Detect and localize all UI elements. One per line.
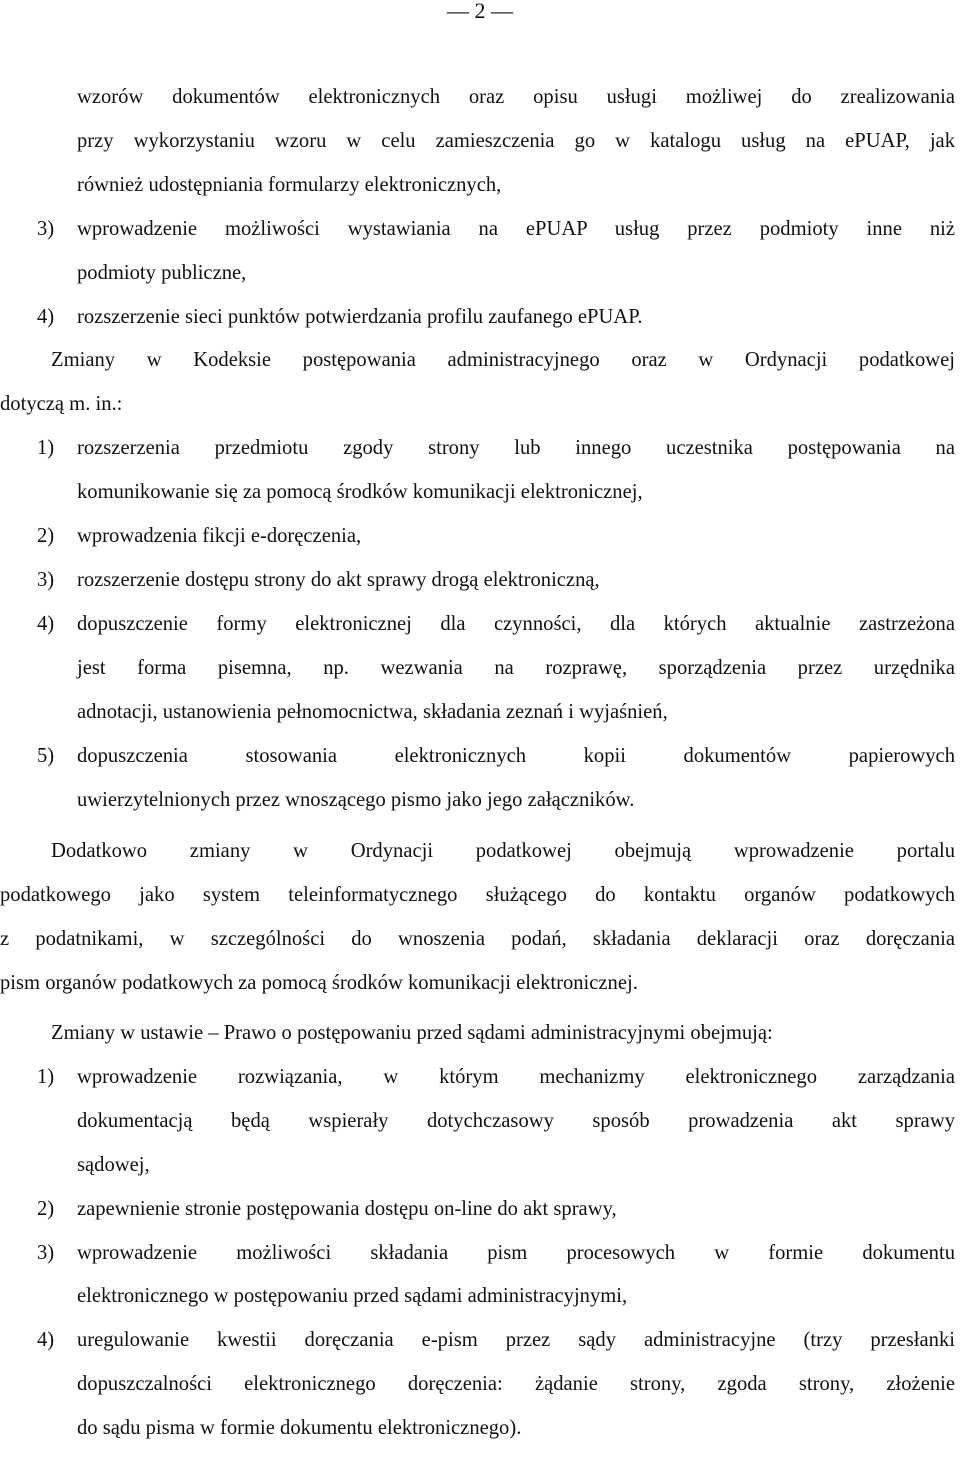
list-number: 1) bbox=[37, 1065, 55, 1088]
text-line: wzorów dokumentów elektronicznych oraz opisu usługi możliwej do zrealizowania bbox=[77, 86, 955, 108]
list-text: rozszerzenie sieci punktów potwierdzania profilu zaufanego ePUAP. bbox=[77, 305, 643, 328]
text-line: również udostępniania formularzy elektronicznych, bbox=[77, 173, 502, 196]
text-line: przy wykorzystaniu wzoru w celu zamieszczenia go w katalogu usług na ePUAP, jak bbox=[77, 129, 955, 152]
list-item bbox=[0, 1188, 955, 1232]
document-body bbox=[0, 76, 955, 1451]
paragraph-line: Dodatkowo zmiany w Ordynacji podatkowej obejmują wprowadzenie portalu bbox=[51, 840, 955, 863]
paragraph-line: podatkowego jako system teleinformatycznego służącego do kontaktu organów podatkowych bbox=[0, 884, 955, 907]
list-number: 3) bbox=[37, 217, 55, 240]
list-text: zapewnienie stronie postępowania dostępu on-line do akt sprawy, bbox=[77, 1197, 617, 1220]
list-text: rozszerzenie dostępu strony do akt sprawy drogą elektroniczną, bbox=[77, 568, 600, 591]
list-text: wprowadzenie możliwości składania pism procesowych w formie dokumentu bbox=[77, 1241, 955, 1264]
text-line: sądowej, bbox=[77, 1153, 150, 1176]
page-number-value: 2 bbox=[474, 0, 486, 23]
text-line: dopuszczalności elektronicznego doręczenia: żądanie strony, zgoda strony, złożenie bbox=[77, 1373, 955, 1396]
list-text: wprowadzenia fikcji e-doręczenia, bbox=[77, 525, 362, 548]
list-text: dopuszczenia stosowania elektronicznych kopii dokumentów papierowych bbox=[77, 744, 955, 767]
paragraph-line: dotyczą m. in.: bbox=[0, 393, 123, 416]
list-item bbox=[0, 427, 955, 471]
list-text: uregulowanie kwestii doręczania e-pism przez sądy administracyjne (trzy przesłanki bbox=[77, 1329, 955, 1352]
list-number: 2) bbox=[37, 525, 55, 548]
list-item bbox=[0, 603, 955, 647]
list-number: 4) bbox=[37, 1329, 55, 1352]
paragraph-line: pism organów podatkowych za pomocą środków komunikacji elektronicznej. bbox=[0, 972, 638, 995]
list-item bbox=[0, 735, 955, 779]
list-number: 5) bbox=[37, 744, 55, 767]
list-item bbox=[0, 208, 955, 252]
text-line: jest forma pisemna, np. wezwania na rozprawę, sporządzenia przez urzędnika bbox=[77, 656, 955, 679]
list-item bbox=[0, 1232, 955, 1276]
paragraph-line: Zmiany w ustawie – Prawo o postępowaniu przed sądami administracyjnymi obejmują: bbox=[51, 1022, 773, 1045]
paragraph-line: z podatnikami, w szczególności do wnoszenia podań, składania deklaracji oraz doręczania bbox=[0, 928, 955, 951]
list-item bbox=[0, 1056, 955, 1100]
list-number: 3) bbox=[37, 568, 55, 591]
list-item bbox=[0, 1319, 955, 1363]
list-item bbox=[0, 296, 955, 340]
list-number: 4) bbox=[37, 612, 55, 635]
list-text: dopuszczenie formy elektronicznej dla czynności, dla których aktualnie zastrzeżona bbox=[77, 612, 955, 635]
list-text: wprowadzenie rozwiązania, w którym mechanizmy elektronicznego zarządzania bbox=[77, 1065, 955, 1088]
text-line: dokumentacją będą wspierały dotychczasowy sposób prowadzenia akt sprawy bbox=[77, 1109, 955, 1132]
list-number: 4) bbox=[37, 305, 55, 328]
spacer bbox=[0, 822, 955, 830]
text-line: adnotacji, ustanowienia pełnomocnictwa, składania zeznań i wyjaśnień, bbox=[77, 700, 668, 723]
list-item bbox=[0, 559, 955, 603]
text-line: uwierzytelnionych przez wnoszącego pismo jako jego załączników. bbox=[77, 788, 635, 811]
text-line: do sądu pisma w formie dokumentu elektronicznego). bbox=[77, 1417, 522, 1440]
text-line: komunikowanie się za pomocą środków komunikacji elektronicznej, bbox=[77, 481, 643, 504]
paragraph-line: Zmiany w Kodeksie postępowania administracyjnego oraz w Ordynacji podatkowej bbox=[51, 349, 955, 372]
text-line: podmioty publiczne, bbox=[77, 261, 247, 284]
list-item bbox=[0, 515, 955, 559]
list-number: 1) bbox=[37, 437, 55, 460]
list-text: wprowadzenie możliwości wystawiania na ePUAP usług przez podmioty inne niż bbox=[77, 217, 955, 240]
page-number: — 2 — bbox=[447, 0, 513, 23]
text-line: elektronicznego w postępowaniu przed sądami administracyjnymi, bbox=[77, 1285, 628, 1308]
list-number: 2) bbox=[37, 1197, 55, 1220]
list-number: 3) bbox=[37, 1241, 55, 1264]
list-text: rozszerzenia przedmiotu zgody strony lub innego uczestnika postępowania na bbox=[77, 437, 955, 460]
